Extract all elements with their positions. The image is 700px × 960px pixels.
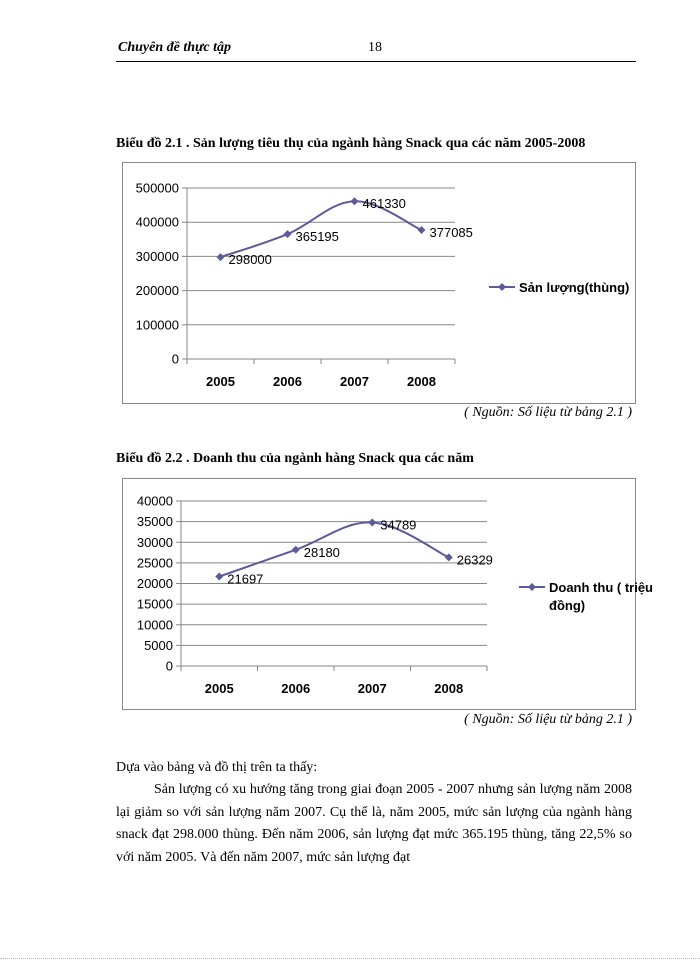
y-tick-label: 25000 xyxy=(136,555,173,571)
body-paragraph-1: Dựa vào bảng và đồ thị trên ta thấy: xyxy=(116,760,318,775)
chart1-container xyxy=(122,162,636,404)
data-label: 461330 xyxy=(362,196,406,212)
legend-marker xyxy=(528,583,536,591)
x-tick-label: 2005 xyxy=(204,681,234,696)
x-tick-label: 2005 xyxy=(206,374,235,389)
data-point xyxy=(418,226,426,234)
y-tick-label: 400000 xyxy=(135,214,179,230)
legend-label: đồng) xyxy=(549,598,586,613)
chart1 xyxy=(123,163,635,403)
y-tick-label: 30000 xyxy=(136,534,173,550)
legend-label: Doanh thu ( triệu xyxy=(549,580,653,595)
y-tick-label: 10000 xyxy=(136,617,173,633)
data-point xyxy=(292,546,300,554)
y-tick-label: 15000 xyxy=(136,596,173,612)
y-tick-label: 40000 xyxy=(136,493,173,509)
y-tick-label: 5000 xyxy=(144,637,173,653)
y-tick-label: 500000 xyxy=(135,180,179,196)
data-point xyxy=(445,553,453,561)
data-label: 28180 xyxy=(303,544,340,560)
x-tick-label: 2007 xyxy=(357,681,387,696)
data-label: 298000 xyxy=(228,252,272,268)
y-tick-label: 0 xyxy=(165,658,173,674)
figure2-source: ( Nguồn: Số liệu từ bảng 2.1 ) xyxy=(464,712,632,727)
data-point xyxy=(217,253,225,261)
data-label: 34789 xyxy=(380,517,417,533)
header-rule xyxy=(116,61,636,62)
header-title: Chuyên đề thực tập xyxy=(118,40,232,55)
data-label: 377085 xyxy=(429,225,473,241)
x-tick-label: 2008 xyxy=(434,681,464,696)
x-tick-label: 2008 xyxy=(407,374,436,389)
page-number: 18 xyxy=(368,40,382,55)
x-tick-label: 2007 xyxy=(340,374,369,389)
figure2-caption: Biểu đồ 2.2 . Doanh thu của ngành hàng Snack qua các năm xyxy=(116,451,474,466)
chart2 xyxy=(123,479,653,709)
data-label: 365195 xyxy=(295,229,339,245)
y-tick-label: 200000 xyxy=(135,283,179,299)
x-tick-label: 2006 xyxy=(273,374,302,389)
y-tick-label: 300000 xyxy=(135,248,179,264)
data-point xyxy=(368,518,376,526)
legend-label: Sản lượng(thùng) xyxy=(519,280,630,295)
data-label: 26329 xyxy=(456,552,493,568)
y-tick-label: 35000 xyxy=(136,514,173,530)
body-paragraph-2: Sản lượng có xu hướng tăng trong giai đoạn 2005 - 2007 nhưng sản lượng năm 2008 lại giảm so với sản lượng năm 2007. Cụ thể là, năm 2005, mức sản lượng của ngành hàng snack đạt 298.000 thùng. Đến năm 2006, sản lượng đạt mức 365.195 thùng, tăng 22,5% so với năm 2005. Và đến năm 2007, mức sản lượng đạt xyxy=(116,782,632,865)
data-point xyxy=(351,197,359,205)
figure1-source: ( Nguồn: Số liệu từ bảng 2.1 ) xyxy=(464,405,632,420)
y-tick-label: 0 xyxy=(171,351,179,367)
x-tick-label: 2006 xyxy=(281,681,311,696)
legend-marker xyxy=(498,283,506,291)
data-label: 21697 xyxy=(227,571,264,587)
chart2-container xyxy=(122,478,653,710)
data-point xyxy=(284,230,292,238)
y-tick-label: 100000 xyxy=(135,317,179,333)
data-point xyxy=(215,572,223,580)
y-tick-label: 20000 xyxy=(136,576,173,591)
figure1-caption: Biểu đồ 2.1 . Sản lượng tiêu thụ của ngành hàng Snack qua các năm 2005-2008 xyxy=(116,136,586,151)
page-bottom-border xyxy=(0,958,700,959)
